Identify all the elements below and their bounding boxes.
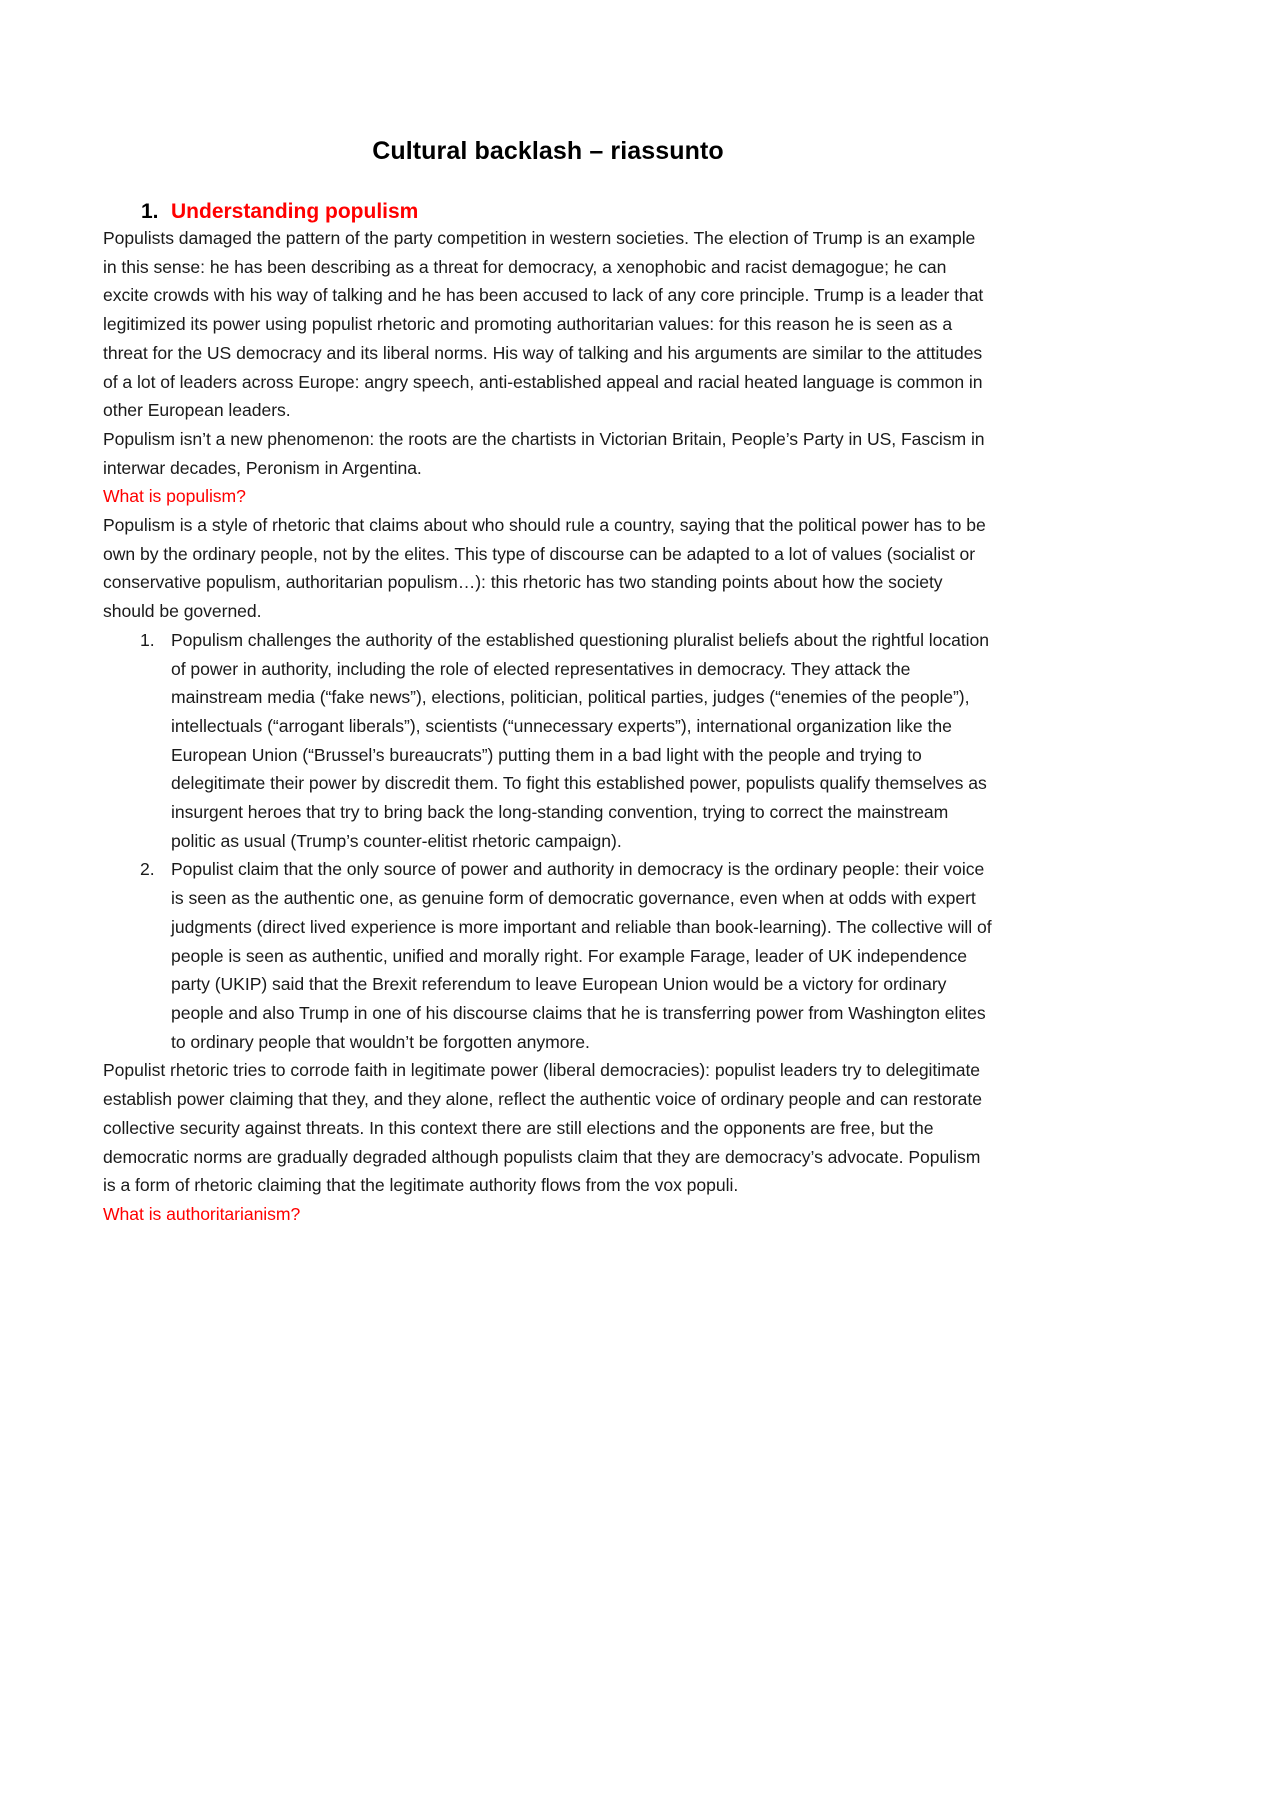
list-item-text: Populist claim that the only source of power and authority in democracy is the ordinary people: their voice is seen as the authentic one, as genuine form of democratic governance, even when at odds with expert judgments (direct lived experience is more important and reliable than book-learning). The collective will of people is seen as authentic, unified and morally right. For example Farage, leader of UK independence party (UKIP) said that the Brexit referendum to leave European Union would be a victory for ordinary people and also Trump in one of his discourse claims that he is transferring power from Washington elites to ordinary people that wouldn’t be forgotten anymore. xyxy=(171,859,992,1052)
numbered-list xyxy=(103,626,993,1057)
list-item xyxy=(103,855,993,1056)
paragraph-populists-damaged: Populists damaged the pattern of the party competition in western societies. The election of Trump is an example in this sense: he has been describing as a threat for democracy, a xenophobic and racist demagogue; he can excite crowds with his way of talking and he has been accused to lack of any core principle. Trump is a leader that legitimized its power using populist rhetoric and promoting authoritarian values: for this reason he is seen as a threat for the US democracy and its liberal norms. His way of talking and his arguments are similar to the attitudes of a lot of leaders across Europe: angry speech, anti-established appeal and racial heated language is common in other European leaders. xyxy=(103,228,984,421)
subheading-what-is-populism: What is populism? xyxy=(103,486,246,507)
paragraph-populist-rhetoric-corrode: Populist rhetoric tries to corrode faith in legitimate power (liberal democracies): populist leaders try to delegitimate establish power claiming that they, and they alone, reflect the authentic voice of ordinary people and can restorate collective security against threats. In this context there are still elections and the opponents are free, but the democratic norms are gradually degraded although populists claim that they are democracy’s advocate. Populism is a form of rhetoric claiming that the legitimate authority flows from the vox populi. xyxy=(103,1060,982,1196)
subheading-what-is-authoritarianism: What is authoritarianism? xyxy=(103,1203,301,1224)
paragraph-populism-not-new: Populism isn’t a new phenomenon: the roots are the chartists in Victorian Britain, People’s Party in US, Fascism in interwar decades, Peronism in Argentina. xyxy=(103,428,985,478)
document-content xyxy=(103,0,993,1229)
list-item-marker: 1. xyxy=(140,629,155,650)
list-item-text: Populism challenges the authority of the established questioning pluralist beliefs about the rightful location of power in authority, including the role of elected representatives in democracy. They attack the mainstream media (“fake news”), elections, politician, political parties, judges (“enemies of the people”), intellectuals (“arrogant liberals”), scientists (“unnecessary experts”), international organization like the European Union (“Brussel’s bureaucrats”) putting them in a bad light with the people and trying to delegitimate their power by discredit them. To fight this established power, populists qualify themselves as insurgent heroes that try to bring back the long-standing convention, trying to correct the mainstream politic as usual (Trump’s counter-elitist rhetoric campaign). xyxy=(171,629,990,851)
section-number: 1. xyxy=(141,200,159,223)
list-item xyxy=(103,626,993,856)
section-title: Understanding populism xyxy=(171,200,419,223)
list-item-marker: 2. xyxy=(140,859,155,880)
section-heading-understanding-populism xyxy=(103,200,993,224)
paragraph-populism-style-of-rhetoric: Populism is a style of rhetoric that claims about who should rule a country, saying that the political power has to be own by the ordinary people, not by the elites. This type of discourse can be adapted to a lot of values (socialist or conservative populism, authoritarian populism…): this rhetoric has two standing points about how the society should be governed. xyxy=(103,515,986,622)
page-title: Cultural backlash – riassunto xyxy=(372,137,724,165)
